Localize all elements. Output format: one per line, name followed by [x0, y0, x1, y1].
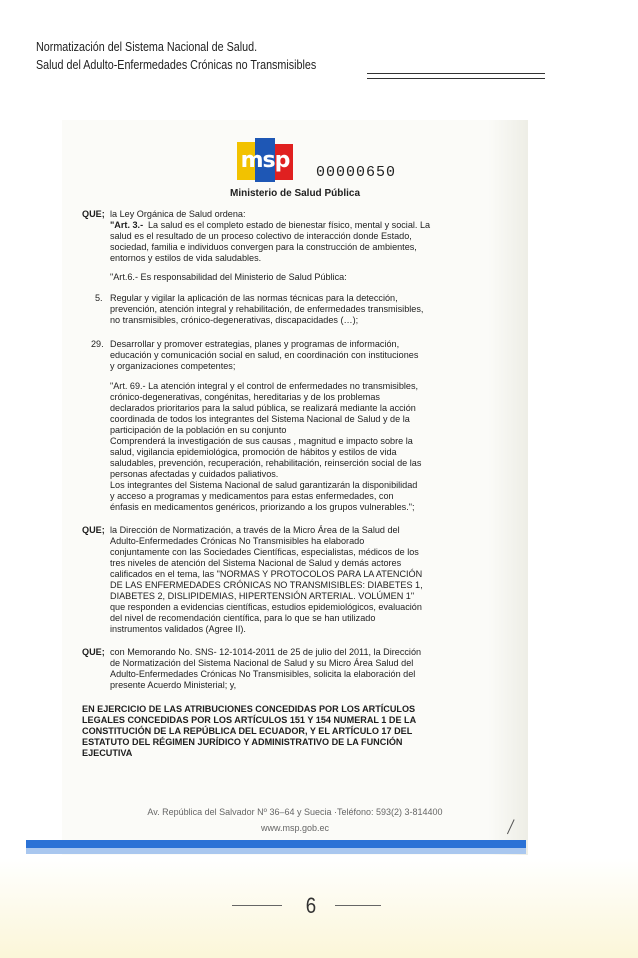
art69-line: coordinada de todos los integrantes del Sistema Nacional de Salud y de la — [110, 414, 410, 424]
atribuciones-line: EN EJERCICIO DE LAS ATRIBUCIONES CONCEDIDAS POR LOS ARTÍCULOS — [82, 704, 416, 714]
art3-line: sociedad, familia e individuos convergen para la construcción de ambientes, — [110, 242, 417, 252]
document-bottom-bar — [26, 840, 526, 848]
item29-line: Desarrollar y promover estrategias, planes y programas de información, — [110, 339, 400, 349]
art69-line: Comprenderá la investigación de sus causas , magnitud e impacto sobre la — [110, 436, 413, 446]
item29-number: 29. — [91, 339, 104, 349]
logo-text: msp — [240, 148, 290, 173]
header-double-rule — [367, 73, 545, 79]
running-header — [36, 38, 316, 74]
item5-line: Regular y vigilar la aplicación de las normas técnicas para la detección, — [110, 293, 398, 303]
block2-line: instrumentos validados (Agree II). — [110, 624, 246, 634]
block2-line: que responden a evidencias científicas, estudios epidemiológicos, evaluación — [110, 602, 422, 612]
art3-line: entornos y estilos de vida saludables. — [110, 253, 262, 263]
block2-line: DIABETES 2, DISLIPIDEMIAS, HIPERTENSIÓN ARTERIAL. VOLÚMEN 1" — [110, 591, 415, 601]
art69-line: Los integrantes del Sistema Nacional de salud garantizarán la disponibilidad — [110, 480, 418, 490]
block3-line: de Normatización del Sistema Nacional de Salud y su Micro Área Salud del — [110, 658, 414, 668]
art3-title: "Art. 3.- — [110, 220, 144, 230]
block2-line: calificados en el tema, las "NORMAS Y PROTOCOLOS PARA LA ATENCIÓN — [110, 569, 423, 579]
page-number-rule-left — [232, 905, 282, 906]
scanned-document — [62, 120, 528, 855]
block3-line: con Memorando No. SNS- 12-1014-2011 de 25 de julio del 2011, la Dirección — [110, 647, 422, 657]
block2-line: del nivel de recomendación científica, para lo que se han utilizado — [110, 613, 376, 623]
msp-logo — [237, 138, 293, 188]
art69-line: saludables, prevención, recuperación, rehabilitación, reinserción social de las — [110, 458, 422, 468]
block2-line: conjuntamente con las Sociedades Científicas, especialistas, médicos de los — [110, 547, 419, 557]
art69-line: personas afectadas y cuidados paliativos. — [110, 469, 279, 479]
atribuciones-line: EJECUTIVA — [82, 748, 133, 758]
block1-intro: la Ley Orgánica de Salud ordena: — [110, 209, 246, 219]
block3-line: presente Acuerdo Ministerial; y, — [110, 680, 237, 690]
item29-line: y organizaciones competentes; — [110, 361, 236, 371]
footer-address: Av. República del Salvador Nº 36–64 y Suecia ·Teléfono: 593(2) 3-814400 — [147, 807, 443, 817]
art3-line: La salud es el completo estado de bienestar físico, mental y social. La — [148, 220, 431, 230]
art69-line: participación de la población en su conjunto — [110, 425, 287, 435]
art69-line: y acceso a programas y medicamentos para estas enfermedades, con — [110, 491, 394, 501]
block2-line: la Dirección de Normatización, a través de la Micro Área de la Salud del — [110, 525, 400, 535]
serial-number: 00000650 — [316, 164, 397, 181]
atribuciones-line: ESTATUTO DEL RÉGIMEN JURÍDICO Y ADMINISTRATIVO DE LA FUNCIÓN — [82, 737, 403, 747]
que-label-3: QUE; — [82, 647, 105, 657]
atribuciones-line: LEGALES CONCEDIDAS POR LOS ARTÍCULOS 151 Y 154 NUMERAL 1 DE LA — [82, 715, 417, 725]
header-line-2: Salud del Adulto-Enfermedades Crónicas no Transmisibles — [36, 58, 317, 72]
que-label-2: QUE; — [82, 525, 105, 535]
document-bottom-bar-light — [26, 848, 526, 854]
header-line-1: Normatización del Sistema Nacional de Salud. — [36, 40, 258, 54]
art3-line: salud es el resultado de un proceso colectivo de interacción donde Estado, — [110, 231, 412, 241]
block2-line: DE LAS ENFERMEDADES CRÓNICAS NO TRANSMISIBLES: DIABETES 1, — [110, 580, 423, 590]
block2-line: Adulto-Enfermedades Crónicas No Transmisibles ha elaborado — [110, 536, 365, 546]
item29-line: educación y comunicación social en salud, en coordinación con instituciones — [110, 350, 419, 360]
art69-line: salud, vigilancia epidemiológica, promoción de hábitos y estilos de vida — [110, 447, 397, 457]
art69-line: énfasis en medicamentos genéricos, priorizando a los grupos vulnerables."; — [110, 502, 415, 512]
block3-line: Adulto-Enfermedades Crónicas No Transmisibles, solicita la elaboración del — [110, 669, 416, 679]
block2-line: tres niveles de atención del Sistema Nacional de Salud y demás actores — [110, 558, 402, 568]
page-number: 6 — [305, 893, 317, 918]
art6-heading: "Art.6.- Es responsabilidad del Ministerio de Salud Pública: — [110, 272, 347, 282]
que-label-1: QUE; — [82, 209, 105, 219]
art69-line: crónico-degenerativas, congénitas, hereditarias y de los problemas — [110, 392, 380, 402]
item5-line: prevención, atención integral y rehabilitación, de enfermedades transmisibles, — [110, 304, 424, 314]
scan-shading — [488, 120, 528, 855]
atribuciones-line: CONSTITUCIÓN DE LA REPÚBLICA DEL ECUADOR, Y EL ARTÍCULO 17 DEL — [82, 726, 413, 736]
item5-number: 5. — [95, 293, 103, 303]
footer-website: www.msp.gob.ec — [260, 823, 330, 833]
art69-line: declarados prioritarios para la salud pública, se realizará mediante la acción — [110, 403, 416, 413]
item5-line: no transmisibles, crónico-degenerativas, discapacidades (…); — [110, 315, 359, 325]
art69-line: "Art. 69.- La atención integral y el control de enfermedades no transmisibles, — [110, 381, 419, 391]
ministry-title: Ministerio de Salud Pública — [229, 188, 361, 199]
page-number-rule-right — [335, 905, 381, 906]
